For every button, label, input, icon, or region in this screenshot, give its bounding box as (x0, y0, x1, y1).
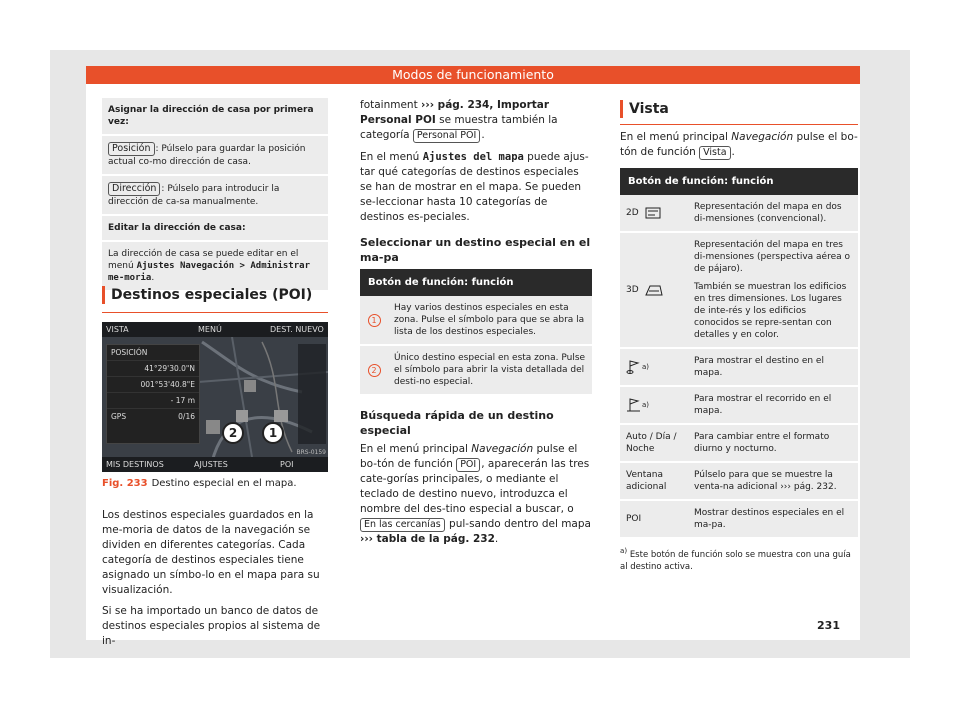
row-text: Representación del mapa en dos di-mensiones (convencional). (694, 202, 842, 224)
row-text: También se muestran los edificios en tres dimensiones. Los lugares de inte-rés y los edificios conocidos se repre-sentan con detalles y en color. (694, 282, 847, 340)
section-title-vista: Vista (620, 100, 867, 118)
direccion-key: Dirección (108, 182, 160, 196)
callout-number: 1 (368, 314, 381, 327)
caption-text: Destino especial en el mapa. (151, 478, 297, 489)
menu-button[interactable]: MENÚ (198, 325, 222, 334)
text: En el menú principal (360, 443, 472, 455)
function-label: Ventana adicional (626, 470, 667, 492)
row-text: Representación del mapa en tres di-mensiones (perspectiva aérea o de pájaro). (694, 240, 851, 274)
menu-name: Ajustes del mapa (422, 151, 524, 163)
table-row (102, 136, 328, 176)
satellite-count: 0/16 (178, 412, 195, 421)
table-header: Editar la dirección de casa: (102, 216, 328, 242)
row-text: Único destino especial en esta zona. Pulse el símbolo para abrir la vista detallada del desti-no especial. (394, 353, 586, 387)
mis-destinos-button[interactable]: MIS DESTINOS (106, 460, 164, 469)
section-divider (102, 312, 328, 313)
subheading: Seleccionar un destino especial en el ma-pa (360, 236, 591, 264)
middle-column (360, 98, 592, 554)
route-flag-icon (626, 398, 642, 412)
table-row (620, 349, 858, 387)
poi-button[interactable]: POI (280, 460, 294, 469)
footnote (620, 545, 858, 573)
text: En el menú (360, 151, 423, 163)
text: . (494, 533, 499, 545)
cercanias-key: En las cercanías (360, 518, 445, 532)
text: En el menú principal (620, 131, 732, 143)
vista-button[interactable]: VISTA (106, 325, 129, 334)
menu-name: Navegación (731, 131, 794, 143)
table-row (620, 195, 858, 233)
table-row (360, 346, 592, 396)
subheading: Búsqueda rápida de un destino especial (360, 409, 554, 437)
menu-name: Navegación (471, 443, 534, 455)
figure-caption (102, 478, 328, 489)
callout-2: 2 (222, 422, 244, 444)
footnote-ref: a) (642, 363, 650, 371)
function-table (620, 195, 858, 539)
row-text: Para cambiar entre el formato diurno y nocturno. (694, 432, 830, 454)
table-row (620, 463, 858, 501)
paragraph: Los destinos especiales guardados en la me-moria de datos de la navegación se dividen en diferentes categorías. Cada categoría de destinos especiales tiene asignado un símbo-lo en el mapa para su visualización. (102, 509, 320, 596)
screen-bottom-bar (102, 457, 328, 472)
paragraph (360, 150, 592, 225)
page-number: 231 (817, 619, 840, 632)
function-label: 2D (626, 208, 639, 218)
table-header: Botón de función: función (620, 168, 858, 195)
navigation-screenshot (102, 322, 328, 472)
table-row (620, 425, 858, 463)
text: . (731, 146, 735, 158)
function-label: Auto / Día / Noche (626, 432, 677, 454)
paragraph (360, 98, 592, 143)
image-code: BRS-0159 (296, 449, 326, 456)
altitude: - 17 m (107, 393, 199, 409)
table-row (620, 501, 858, 539)
panel-title: POSICIÓN (107, 345, 199, 361)
table-row (102, 176, 328, 216)
section-title-poi: Destinos especiales (POI) (102, 286, 337, 304)
table-header: Asignar la dirección de casa por primera vez: (102, 98, 328, 136)
vista-key: Vista (699, 146, 730, 160)
text: , aparecerán las tres cate-gorías principales, o mediante el teclado de destino nuevo, introduzca el nombre del des-tino especial a buscar, o (360, 458, 590, 515)
table-header: Botón de función: función (360, 269, 592, 296)
row-text: Hay varios destinos especiales en esta zona. Pulse el símbolo para que se abra la lista de los destinos especiales. (394, 303, 585, 337)
screen-top-bar (102, 322, 328, 337)
map-3d-icon (645, 284, 663, 296)
personal-poi-key: Personal POI (413, 129, 480, 143)
destination-flag-icon (626, 360, 642, 374)
row-text: La dirección de casa se puede editar en el menú (108, 249, 299, 271)
paragraph: Si se ha importado un banco de datos de destinos especiales propios al sistema de in- (102, 605, 321, 647)
figure-label: Fig. 233 (102, 478, 148, 489)
row-text: : Púlselo para introducir la dirección de ca-sa manualmente. (108, 184, 280, 207)
text: se muestra también la categoría (360, 114, 558, 141)
row-text: : Púlselo para guardar la posición actual co-mo dirección de casa. (108, 144, 306, 167)
paragraph (360, 442, 592, 547)
row-text: Para mostrar el destino en el mapa. (694, 356, 824, 378)
ajustes-button[interactable]: AJUSTES (194, 460, 228, 469)
row-text: Mostrar destinos especiales en el ma-pa. (694, 508, 845, 530)
cross-reference-link[interactable]: ››› pág. 234, Importar Personal POI (360, 99, 550, 126)
left-body (102, 508, 328, 655)
text: fotainment (360, 99, 422, 111)
longitude: 001°53'40.8"E (107, 377, 199, 393)
map-2d-icon (645, 207, 663, 219)
function-label: 3D (626, 285, 639, 295)
row-text: Para mostrar el recorrido en el mapa. (694, 394, 832, 416)
callout-1: 1 (262, 422, 284, 444)
callout-number: 2 (368, 364, 381, 377)
satellites-row (107, 409, 199, 424)
position-panel (106, 344, 200, 444)
posicion-key: Posición (108, 142, 155, 156)
table-row (360, 296, 592, 346)
footnote-text: Este botón de función solo se muestra con una guía al destino activa. (620, 549, 851, 572)
table-row (620, 233, 858, 349)
function-label: POI (626, 514, 642, 524)
home-address-table (102, 98, 328, 292)
text: . (481, 129, 485, 141)
dest-nuevo-button[interactable]: DEST. NUEVO (270, 325, 324, 334)
poi-key: POI (456, 458, 480, 472)
text: pulse el bo-tón de función (620, 131, 858, 158)
footnote-ref: a) (642, 401, 650, 409)
latitude: 41°29'30.0"N (107, 361, 199, 377)
text: pul-sando dentro del mapa (445, 518, 591, 530)
page-header: Modos de funcionamiento (86, 66, 860, 84)
paragraph (620, 130, 858, 160)
section-divider (620, 124, 858, 125)
text: pulse el bo-tón de función (360, 443, 578, 470)
text: puede ajus-tar qué categorías de destinos especiales se han de mostrar en el mapa. Se pueden se-leccionar hasta 10 categorías de destinos es-peciales. (360, 151, 589, 223)
row-text: Púlselo para que se muestre la venta-na adicional ››› pág. 232. (694, 470, 837, 492)
table-row (102, 242, 328, 292)
menu-path: Ajustes Navegación > Administrar me-moria (108, 261, 310, 283)
right-column (620, 130, 858, 573)
gps-label: GPS (111, 412, 127, 421)
table-row (620, 387, 858, 425)
cross-reference-link[interactable]: ››› tabla de la pág. 232 (360, 533, 495, 545)
row-text-end: . (151, 273, 155, 283)
manual-page (86, 84, 860, 647)
footnote-mark: a) (620, 546, 628, 555)
